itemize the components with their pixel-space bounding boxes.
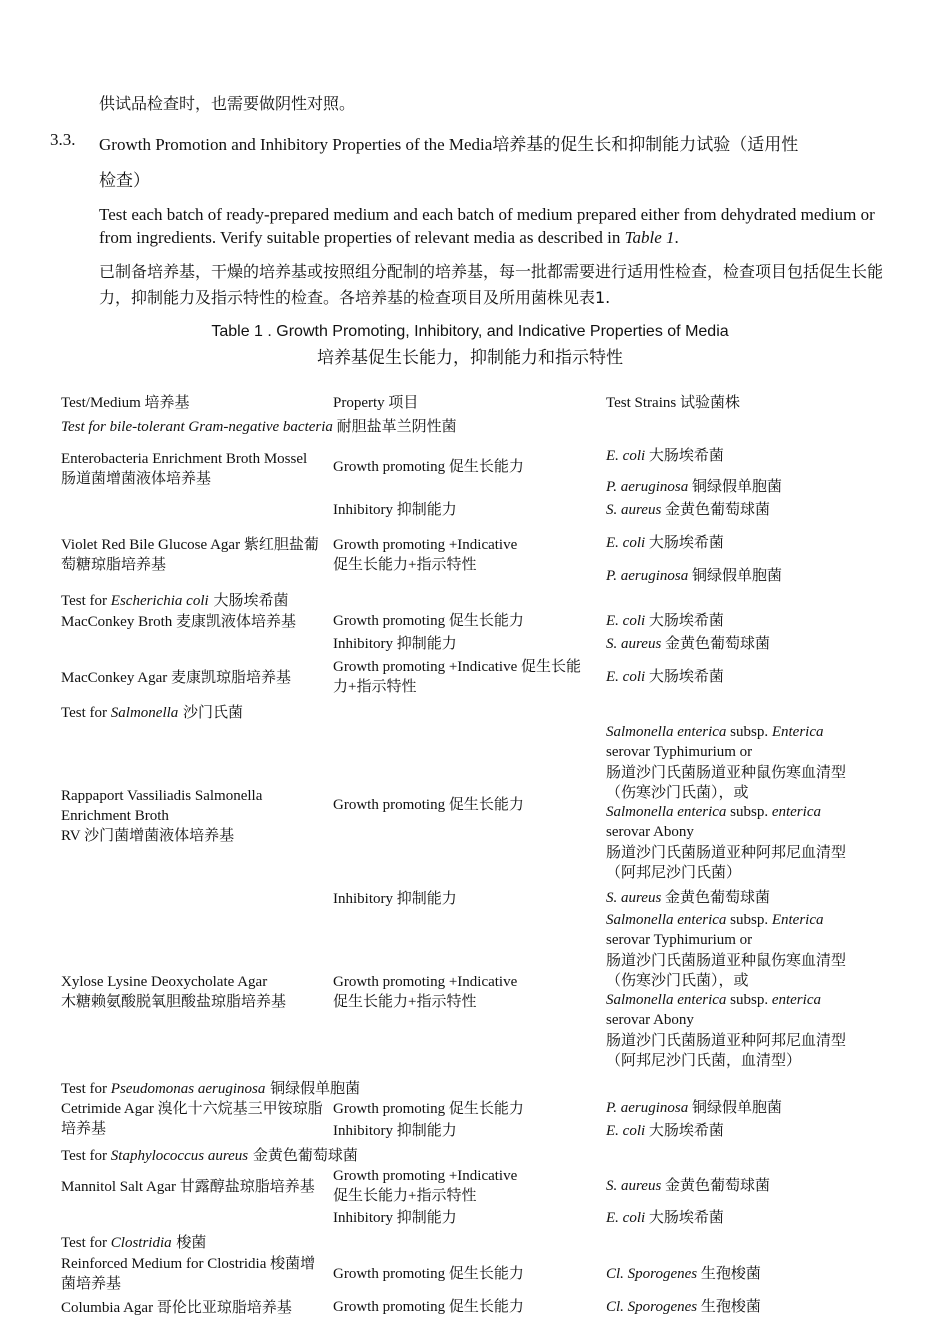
- section-paragraph-en: Test each batch of ready-prepared medium and each batch of medium prepared either from dehydrated medium or from ingredients. Verify suitable properties of relevant media as described in Table 1.: [99, 205, 875, 247]
- group-salmonella: Test for Salmonella 沙门氏菌: [61, 703, 244, 721]
- property-gp: Growth promoting 促生长能力: [333, 1266, 524, 1282]
- strain-ecoli: E. coli 大肠埃希菌: [606, 1123, 724, 1139]
- strain-salmonella-list: Salmonella enterica subsp. Enterica serovar Typhimurium or 肠道沙门氏菌肠道亚种鼠伤寒血清型（伤寒沙门氏菌），或 Salmonella enterica subsp. enterica serovar Abony 肠道沙门氏菌肠道亚种阿邦尼血清型（阿邦尼沙门氏菌）: [606, 724, 847, 881]
- medium-macconkey-broth: MacConkey Broth 麦康凯液体培养基: [61, 614, 296, 630]
- header-property: Property 项目: [333, 395, 419, 411]
- property-gpi: Growth promoting +Indicative 促生长能力+指示特性: [333, 1168, 518, 1204]
- strain-saureus: S. aureus 金黄色葡萄球菌: [606, 890, 771, 906]
- property-inhibitory: Inhibitory 抑制能力: [333, 636, 457, 652]
- property-inhibitory: Inhibitory 抑制能力: [333, 891, 457, 907]
- strain-salmonella-list: Salmonella enterica subsp. Enterica serovar Typhimurium or 肠道沙门氏菌肠道亚种鼠伤寒血清型（伤寒沙门氏菌），或 Salmonella enterica subsp. enterica serovar Abony 肠道沙门氏菌肠道亚种阿邦尼血清型（阿邦尼沙门氏菌，血清型）: [606, 912, 847, 1069]
- group-ecoli: Test for Escherichia coli 大肠埃希菌: [61, 591, 289, 609]
- section-title: [99, 130, 798, 155]
- strain-ecoli: E. coli 大肠埃希菌: [606, 535, 724, 551]
- property-inhibitory: Inhibitory 抑制能力: [333, 502, 457, 518]
- strain-clsporogenes: Cl. Sporogenes 生孢梭菌: [606, 1266, 761, 1282]
- section-title-zh: 培养基的促生长和抑制能力试验（适用性: [492, 135, 799, 155]
- table-ref: Table 1: [624, 228, 675, 247]
- group-pseudomonas: Test for Pseudomonas aeruginosa 铜绿假单胞菌: [61, 1079, 361, 1097]
- strain-ecoli: E. coli 大肠埃希菌: [606, 613, 724, 629]
- property-gp: Growth promoting 促生长能力: [333, 613, 524, 629]
- strain-saureus: S. aureus 金黄色葡萄球菌: [606, 636, 771, 652]
- property-inhibitory: Inhibitory 抑制能力: [333, 1123, 457, 1139]
- medium-mannitol-salt: Mannitol Salt Agar 甘露醇盐琼脂培养基: [61, 1179, 315, 1195]
- property-gpi: Growth promoting +Indicative 促生长能力+指示特性: [333, 659, 582, 695]
- group-bile-tolerant: Test for bile-tolerant Gram-negative bacteria 耐胆盐革兰阴性菌: [61, 419, 457, 435]
- property-gpi: Growth promoting +Indicative 促生长能力+指示特性: [333, 974, 518, 1010]
- strain-paeruginosa: P. aeruginosa 铜绿假单胞菌: [606, 1100, 782, 1116]
- medium-macconkey-agar: MacConkey Agar 麦康凯琼脂培养基: [61, 670, 291, 686]
- strain-clsporogenes: Cl. Sporogenes 生孢梭菌: [606, 1299, 761, 1315]
- group-clostridia: Test for Clostridia 梭菌: [61, 1233, 207, 1251]
- section-title-en: Growth Promotion and Inhibitory Properties of the Media: [99, 135, 493, 154]
- medium-reinforced-clostridia: Reinforced Medium for Clostridia 梭菌增菌培养基: [61, 1256, 316, 1292]
- medium-xld: Xylose Lysine Deoxycholate Agar 木糖赖氨酸脱氧胆酸盐琼脂培养基: [61, 974, 287, 1010]
- section-title-zh-cont: 检查）: [99, 171, 150, 191]
- medium-columbia: Columbia Agar 哥伦比亚琼脂培养基: [61, 1300, 292, 1316]
- strain-ecoli: E. coli 大肠埃希菌: [606, 669, 724, 685]
- strain-saureus: S. aureus 金黄色葡萄球菌: [606, 502, 771, 518]
- strain-ecoli: E. coli 大肠埃希菌: [606, 1210, 724, 1226]
- strain-paeruginosa: P. aeruginosa 铜绿假单胞菌: [606, 479, 782, 495]
- section-paragraph-zh: 已制备培养基，干燥的培养基或按照组分配制的培养基，每一批都需要进行适用性检查，检查项目包括促生长能力，抑制能力及指示特性的检查。各培养基的检查项目及所用菌株见表1.: [99, 262, 884, 307]
- table-caption-en: Table 1 . Growth Promoting, Inhibitory, and Indicative Properties of Media: [211, 323, 729, 340]
- medium-eeb: Enterobacteria Enrichment Broth Mossel 肠道菌增菌液体培养基: [61, 451, 308, 487]
- strain-ecoli: E. coli 大肠埃希菌: [606, 448, 724, 464]
- property-inhibitory: Inhibitory 抑制能力: [333, 1210, 457, 1226]
- strain-paeruginosa: P. aeruginosa 铜绿假单胞菌: [606, 568, 782, 584]
- property-gp: Growth promoting 促生长能力: [333, 1101, 524, 1117]
- table-caption-zh: 培养基促生长能力，抑制能力和指示特性: [317, 348, 623, 368]
- intro-tail: 供试品检查时，也需要做阴性对照。: [99, 94, 356, 113]
- property-gpi: Growth promoting +Indicative 促生长能力+指示特性: [333, 537, 518, 573]
- property-gp: Growth promoting 促生长能力: [333, 797, 524, 813]
- section-number: 3.3.: [50, 130, 76, 149]
- strain-saureus: S. aureus 金黄色葡萄球菌: [606, 1178, 771, 1194]
- header-medium: Test/Medium 培养基: [61, 395, 190, 411]
- header-strains: Test Strains 试验菌株: [606, 395, 740, 411]
- group-staphylococcus: Test for Staphylococcus aureus 金黄色葡萄球菌: [61, 1146, 358, 1164]
- medium-vrbg: Violet Red Bile Glucose Agar 紫红胆盐葡萄糖琼脂培养基: [61, 537, 319, 573]
- medium-cetrimide: Cetrimide Agar 溴化十六烷基三甲铵琼脂培养基: [61, 1101, 323, 1137]
- medium-rv: Rappaport Vassiliadis Salmonella Enrichment Broth RV 沙门菌增菌液体培养基: [61, 788, 263, 844]
- property-gp: Growth promoting 促生长能力: [333, 1299, 524, 1315]
- property-gp: Growth promoting 促生长能力: [333, 459, 524, 475]
